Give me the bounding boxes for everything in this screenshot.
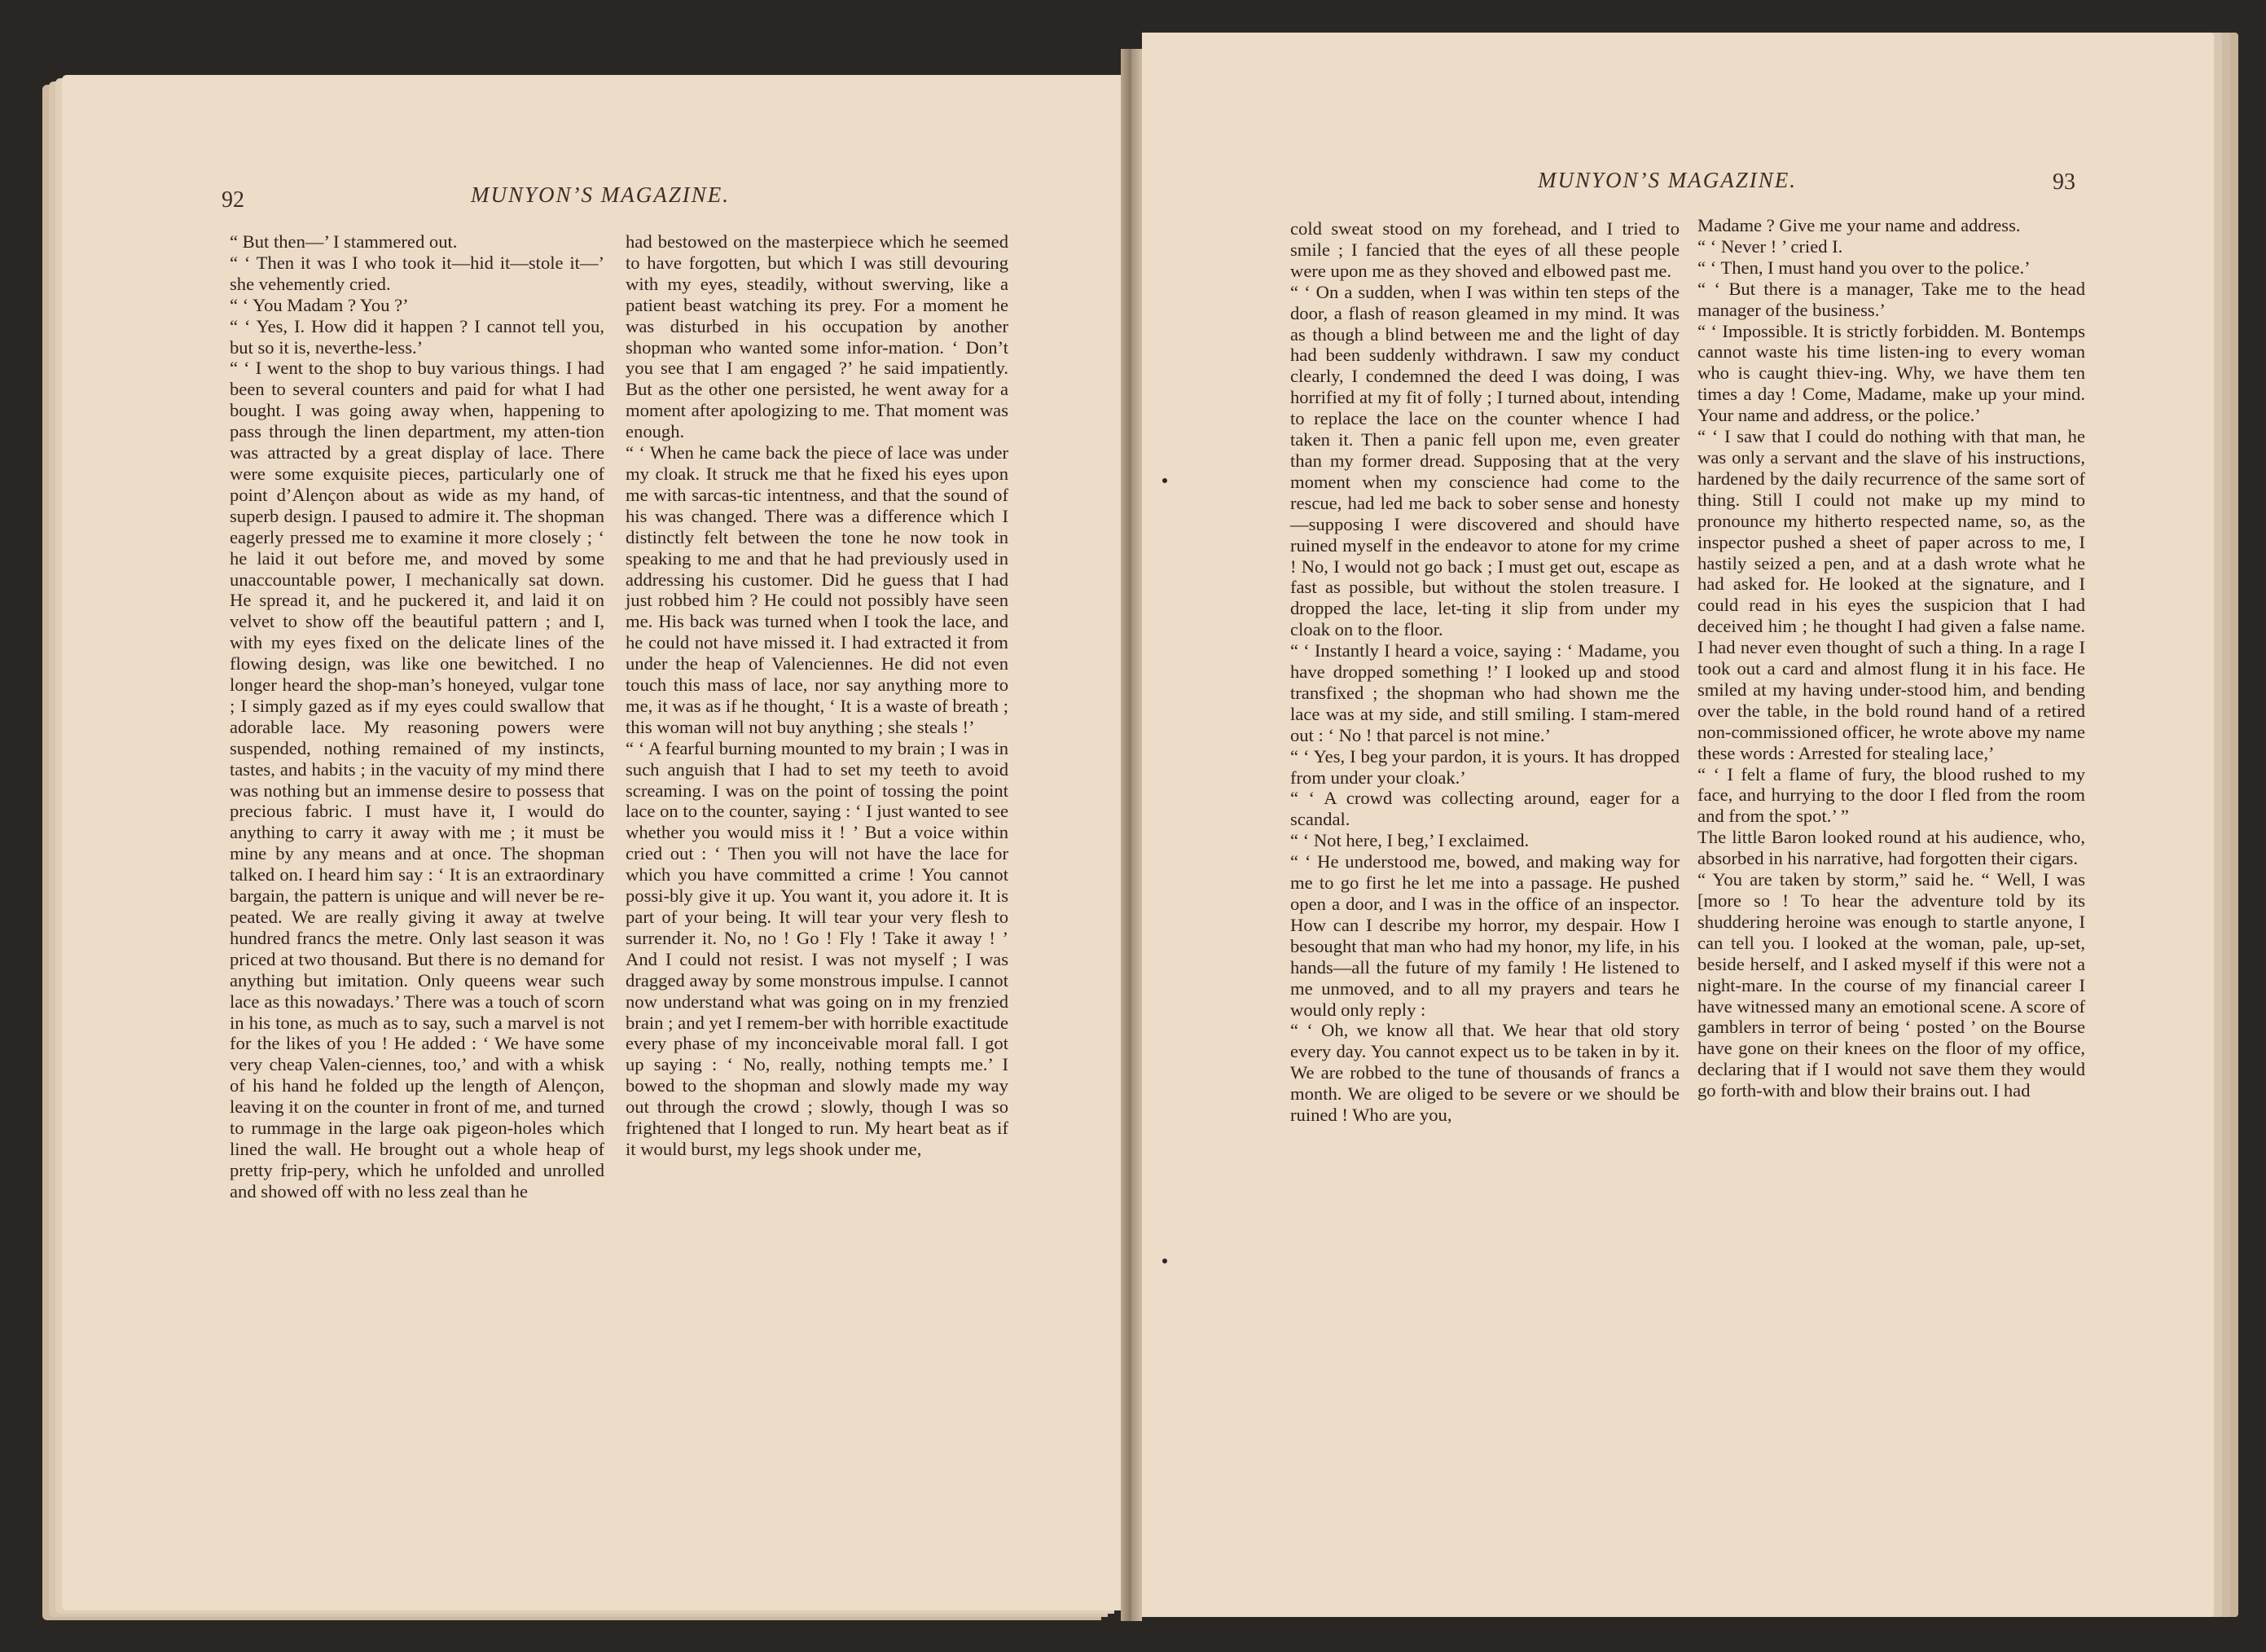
paragraph: “ ‘ I felt a flame of fury, the blood rushed to my face, and hurrying to the door I fled from the room and from the spot.’ ” bbox=[1697, 763, 2085, 827]
page-number-right: 93 bbox=[2053, 169, 2075, 195]
paragraph: “ ‘ Impossible. It is strictly forbidden. M. Bontemps cannot waste his time listen-ing to every woman who is caught thiev-ing. Why, we have them ten times a day ! Come, Madame, make up your mind. Your name and address, or the police.’ bbox=[1697, 320, 2085, 426]
paragraph: “ ‘ Oh, we know all that. We hear that old story every day. You cannot expect us to be taken in by it. We are robbed to the tune of thousands of francs a month. We are oliged to be severe or we should be ruined ! Who are you, bbox=[1290, 1020, 1680, 1126]
paragraph: “ ‘ You Madam ? You ?’ bbox=[230, 294, 409, 315]
paragraph: “ ‘ When he came back the piece of lace was under my cloak. It struck me that he fixed his eyes upon me with sarcas-tic intentness, and that the sound of his was changed. There was a difference which I distinctly felt between the tone he now took in speaking to me and that he had previously used in addressing his customer. Did he guess that I had just robbed him ? He could not possibly have seen me. His back was turned when I took the lace, and he could not have missed it. I had extracted it from under the heap of Valenciennes. He did not even touch this mass of lace, nor say anything more to me, it was as if he thought, ‘ It is a waste of breath ; this woman will not buy anything ; she steals !’ bbox=[626, 442, 1008, 737]
paragraph: “ ‘ On a sudden, when I was within ten steps of the door, a flash of reason gleamed in my mind. It was as though a blind between me and the light of day had been suddenly withdrawn. I saw my conduct clearly, I condemned the deed I was doing, I was horrified at my fit of folly ; I turned about, intending to replace the lace on the counter whence I had taken it. Then a panic fell upon me, even greater than my former dread. Supposing that at the very moment when my conscience had come to the rescue, had led me back to sober sense and honesty—supposing I were discovered and should have ruined myself in the endeavor to atone for my crime ! No, I would not go back ; I must get out, escape as fast as possible, but without the stolen treasure. I dropped the lace, let-ting it slip from under my cloak on to the floor. bbox=[1290, 281, 1680, 640]
paragraph: “ ‘ Yes, I beg your pardon, it is yours. It has dropped from under your cloak.’ bbox=[1290, 745, 1680, 788]
paragraph: The little Baron looked round at his audience, who, absorbed in his narrative, had forgotten their cigars. bbox=[1697, 827, 2085, 869]
left-column-1 bbox=[230, 231, 604, 1202]
paragraph: “ ‘ I went to the shop to buy various things. I had been to several counters and paid for what I had bought. I was going away when, happening to pass through the linen department, my atten-tion was attracted by a great display of lace. There were some exquisite pieces, particularly one of point d’Alençon about as wide as my hand, of superb design. I paused to admire it. The shopman eagerly pressed me to examine it more closely ; ‘ he laid it out before me, and moved by some unaccountable power, I mechanically sat down. He spread it, and he puckered it, and laid it on velvet to show off the beautiful pattern ; and I, with my eyes fixed on the delicate lines of the flowing design, was like one bewitched. I no longer heard the shop-man’s honeyed, vulgar tone ; I simply gazed as if my eyes could swallow that adorable lace. My reasoning powers were suspended, nothing remained of my instincts, tastes, and habits ; in the vacuity of my mind there was nothing but an immense desire to possess that precious fabric. I must have it, I would do anything to carry it away with me ; it must be mine by any means and at once. The shopman talked on. I heard him say : ‘ It is an extraordinary bargain, the pattern is unique and will never be re-peated. We are really giving it away at twelve hundred francs the metre. Only last season it was priced at two thousand. But there is no demand for anything but imitation. Only queens wear such lace as this nowadays.’ There was a touch of scorn in his tone, as much as to say, such a marvel is not for the likes of you ! He added : ‘ We have some very cheap Valen-ciennes, too,’ and with a whisk of his hand he folded up the length of Alençon, leaving it on the counter in front of me, and turned to rummage in the large oak pigeon-holes which lined the wall. He brought out a whole heap of pretty frip-pery, which he unfolded and unrolled and showed off with no less zeal than he bbox=[230, 358, 604, 1202]
left-column-2 bbox=[626, 231, 1008, 1160]
margin-dot bbox=[1162, 478, 1167, 483]
running-head-right: MUNYON’S MAGAZINE. bbox=[1538, 168, 1797, 192]
paragraph: “ ‘ A fearful burning mounted to my brain ; I was in such anguish that I had to set my teeth to avoid screaming. I was on the point of tossing the point lace on to the counter, saying : ‘ I just wanted to see whether you would miss it ! ’ But a voice within cried out : ‘ Then you will not have the lace for which you have committed a crime ! You cannot possi-bly give it up. You want it, you adore it. It is part of your being. It will tear your very flesh to surrender it. No, no ! Go ! Fly ! Take it away ! ’ And I could not resist. I was not myself ; I was dragged away by some monstrous impulse. I cannot now understand what was going on in my frenzied brain ; and yet I remem-ber with horrible exactitude every phase of my inconceivable moral fall. I got up saying : ‘ No, really, nothing tempts me.’ I bowed to the shopman and slowly made my way out through the crowd ; slowly, though I was so frightened that I longed to run. My heart beat as if it would burst, my legs shook under me, bbox=[626, 737, 1008, 1159]
paragraph: “ ‘ But there is a manager, Take me to the head manager of the business.’ bbox=[1697, 278, 2085, 320]
paragraph: “ ‘ Never ! ’ cried I. bbox=[1697, 235, 1843, 257]
right-column-1 bbox=[1290, 218, 1680, 1126]
right-column-2 bbox=[1697, 215, 2085, 1101]
margin-dot bbox=[1162, 1259, 1167, 1263]
paragraph: “ ‘ Then, I must hand you over to the police.’ bbox=[1697, 257, 2031, 278]
paragraph: “ ‘ I saw that I could do nothing with that man, he was only a servant and the slave of his instructions, hardened by the daily recurrence of the same sort of thing. Still I could not make up my mind to pronounce my hitherto respected name, so, as the inspector pushed a sheet of paper across to me, I hastily seized a pen, and at a dash wrote what he had asked for. He looked at the signature, and I could read in his eyes the suspicion that I had deceived him ; he thought I had given a false name. I had never even thought of such a thing. In a rage I took out a card and almost flung it in his face. He smiled at my having under-stood him, and bending over the table, in the bold round hand of a retired non-commissioned officer, he wrote above my name these words : Arrested for stealing lace,’ bbox=[1697, 426, 2085, 763]
running-head-left: MUNYON’S MAGAZINE. bbox=[471, 182, 730, 207]
paragraph: cold sweat stood on my forehead, and I tried to smile ; I fancied that the eyes of all these people were upon me as they shoved and elbowed past me. bbox=[1290, 218, 1680, 281]
paragraph: had bestowed on the masterpiece which he seemed to have forgotten, but which I was still devouring with my eyes, steadily, without swerving, like a patient beast watching its prey. For a moment he was disturbed in his occupation by another shopman who wanted some infor-mation. ‘ Don’t you see that I am engaged ?’ he said impatiently. But as the other one persisted, he went away for a moment after apologizing to me. That moment was enough. bbox=[626, 231, 1008, 442]
paragraph: Madame ? Give me your name and address. bbox=[1697, 215, 2021, 235]
book-gutter bbox=[1121, 49, 1142, 1621]
paragraph: “ But then—’ I stammered out. bbox=[230, 231, 458, 252]
paragraph: “ ‘ A crowd was collecting around, eager for a scandal. bbox=[1290, 788, 1680, 830]
paragraph: “ ‘ Not here, I beg,’ I exclaimed. bbox=[1290, 830, 1530, 851]
page-number-left: 92 bbox=[222, 187, 244, 213]
paragraph: “ You are taken by storm,” said he. “ Well, I was [more so ! To hear the adventure told by its shuddering heroine was enough to startle anyone, I can tell you. I looked at the woman, pale, up-set, beside herself, and I asked myself if this were not a night-mare. In the course of my financial career I have witnessed many an emotional scene. A score of gamblers in terror of being ‘ posted ’ on the Bourse have gone on their knees on the floor of my office, declaring that if I would not save them they would go forth-with and blow their brains out. I had bbox=[1697, 869, 2085, 1101]
paragraph: “ ‘ Yes, I. How did it happen ? I cannot tell you, but so it is, neverthe-less.’ bbox=[230, 315, 604, 358]
paragraph: “ ‘ Then it was I who took it—hid it—stole it—’ she vehemently cried. bbox=[230, 252, 604, 294]
paragraph: “ ‘ Instantly I heard a voice, saying : ‘ Madame, you have dropped something !’ I looked up and stood transfixed ; the shopman who had shown me the lace was at my side, and still smiling. I stam-mered out : ‘ No ! that parcel is not mine.’ bbox=[1290, 640, 1680, 745]
paragraph: “ ‘ He understood me, bowed, and making way for me to go first he let me into a passage. He pushed open a door, and I was in the office of an inspector. How can I describe my horror, my despair. How I besought that man who had my honor, my life, in his hands—all the future of my family ! He listened to me unmoved, and to all my prayers and tears he would only reply : bbox=[1290, 851, 1680, 1020]
